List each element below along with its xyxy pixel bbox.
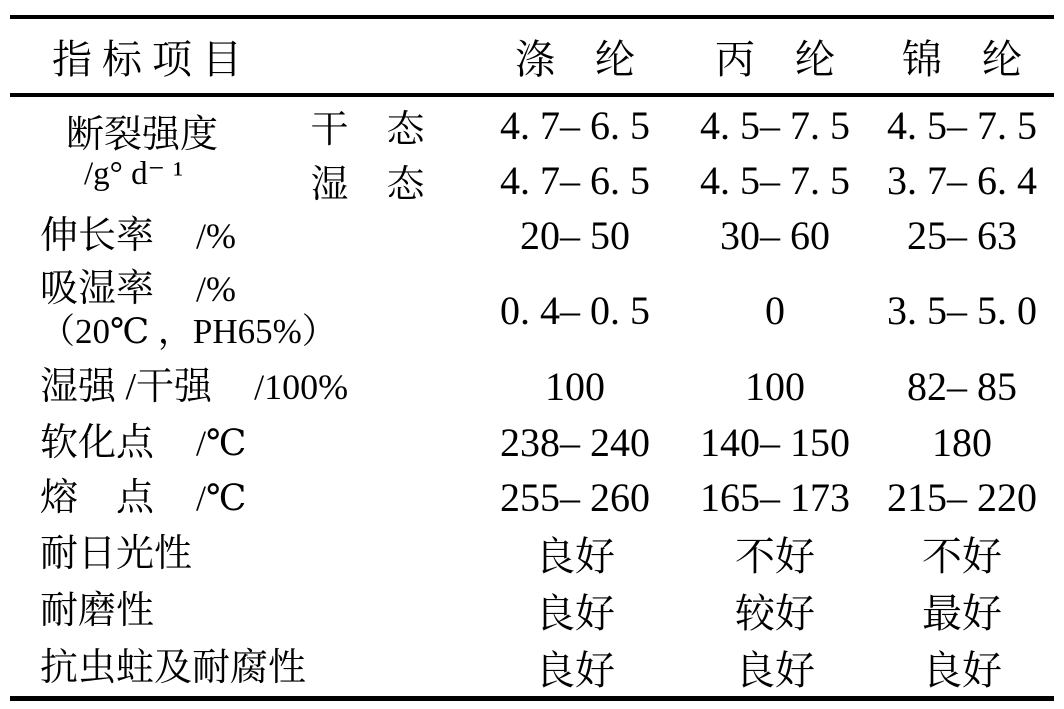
table-row-sunlight-resistance xyxy=(10,525,1054,582)
table-header-row xyxy=(10,17,1054,95)
cell-value: 20– 50 xyxy=(520,213,630,258)
fiber-properties-table xyxy=(10,15,1054,701)
cell-value: 良好 xyxy=(735,648,815,693)
cell-value: 100 xyxy=(745,364,805,409)
table-row-abrasion-resistance xyxy=(10,582,1054,639)
header-polypropylene: 丙 纶 xyxy=(715,36,835,82)
cell-value: 较好 xyxy=(735,591,815,636)
row-label-softening-point xyxy=(10,415,470,470)
row-label-elongation xyxy=(10,208,470,263)
row-label-moisture-absorption xyxy=(10,263,470,358)
cell-value: 165– 173 xyxy=(700,475,850,520)
cell-value: 25– 63 xyxy=(907,213,1017,258)
scanned-document-page xyxy=(0,15,1064,709)
row-label-text: 伸长率 xyxy=(40,214,155,257)
row-label-wet-dry-ratio xyxy=(10,358,470,415)
row-label-breaking-strength xyxy=(10,95,265,208)
row-label-text: 吸湿率 xyxy=(40,268,155,311)
row-label-text: 耐磨性 xyxy=(40,589,155,632)
cell-value: 最好 xyxy=(922,591,1002,636)
cell-value: 3. 5– 5. 0 xyxy=(887,288,1037,333)
row-label-text: 抗虫蛀及耐腐性 xyxy=(40,646,307,689)
header-polyester: 涤 纶 xyxy=(515,36,635,82)
cell-value: 215– 220 xyxy=(887,475,1037,520)
row-unit-text: /% xyxy=(196,215,237,256)
cell-value: 4. 7– 6. 5 xyxy=(500,158,650,203)
row-unit-text: /℃ xyxy=(196,422,247,463)
sub-label-dry-state: 干 态 xyxy=(310,108,425,151)
cell-value: 180 xyxy=(932,420,992,465)
table-row-moisture-absorption xyxy=(10,263,1054,358)
row-label-melting-point xyxy=(10,470,470,525)
table-row-breaking-strength-dry xyxy=(10,95,1054,153)
row-unit-text: /100% xyxy=(254,366,349,407)
table-row-wet-dry-strength-ratio xyxy=(10,358,1054,415)
row-label-moth-rot-resistance xyxy=(10,639,470,699)
cell-value: 100 xyxy=(545,364,605,409)
row-label-text: 耐日光性 xyxy=(40,532,193,575)
table-row-melting-point xyxy=(10,470,1054,525)
table-row-softening-point xyxy=(10,415,1054,470)
sub-label-wet-state: 湿 态 xyxy=(310,164,425,206)
table-row-elongation xyxy=(10,208,1054,263)
cell-value: 4. 5– 7. 5 xyxy=(887,102,1037,148)
row-label-text: 熔 点 xyxy=(40,476,155,519)
row-condition-note: （20℃ ，PH65%） xyxy=(40,312,337,352)
cell-value: 不好 xyxy=(735,534,815,579)
cell-value: 良好 xyxy=(535,648,615,693)
cell-value: 不好 xyxy=(922,534,1002,579)
cell-value: 238– 240 xyxy=(500,420,650,465)
cell-value: 良好 xyxy=(535,534,615,579)
cell-value: 4. 5– 7. 5 xyxy=(700,102,850,148)
cell-value: 140– 150 xyxy=(700,420,850,465)
cell-value: 3. 7– 6. 4 xyxy=(887,158,1037,203)
cell-value: 良好 xyxy=(535,591,615,636)
cell-value: 0. 4– 0. 5 xyxy=(500,288,650,333)
cell-value: 4. 5– 7. 5 xyxy=(700,158,850,203)
row-label-text: 软化点 xyxy=(40,421,155,464)
row-label-text: 断裂强度 xyxy=(66,114,219,157)
row-unit-text: /% xyxy=(196,269,237,310)
cell-value: 4. 7– 6. 5 xyxy=(500,102,650,148)
cell-value: 30– 60 xyxy=(720,213,830,258)
row-label-text: 湿强 /干强 xyxy=(40,365,213,408)
table-row-moth-rot-resistance xyxy=(10,639,1054,699)
row-label-sunlight-resistance xyxy=(10,525,470,582)
row-label-abrasion-resistance xyxy=(10,582,470,639)
cell-value: 0 xyxy=(765,288,785,333)
header-indicator-item: 指 标 项 目 xyxy=(52,36,242,82)
row-unit-text: /℃ xyxy=(196,477,247,518)
cell-value: 良好 xyxy=(922,648,1002,693)
row-unit-text: /g° d⁻ ¹ xyxy=(84,155,184,192)
header-nylon: 锦 纶 xyxy=(902,36,1022,82)
cell-value: 255– 260 xyxy=(500,475,650,520)
cell-value: 82– 85 xyxy=(907,364,1017,409)
